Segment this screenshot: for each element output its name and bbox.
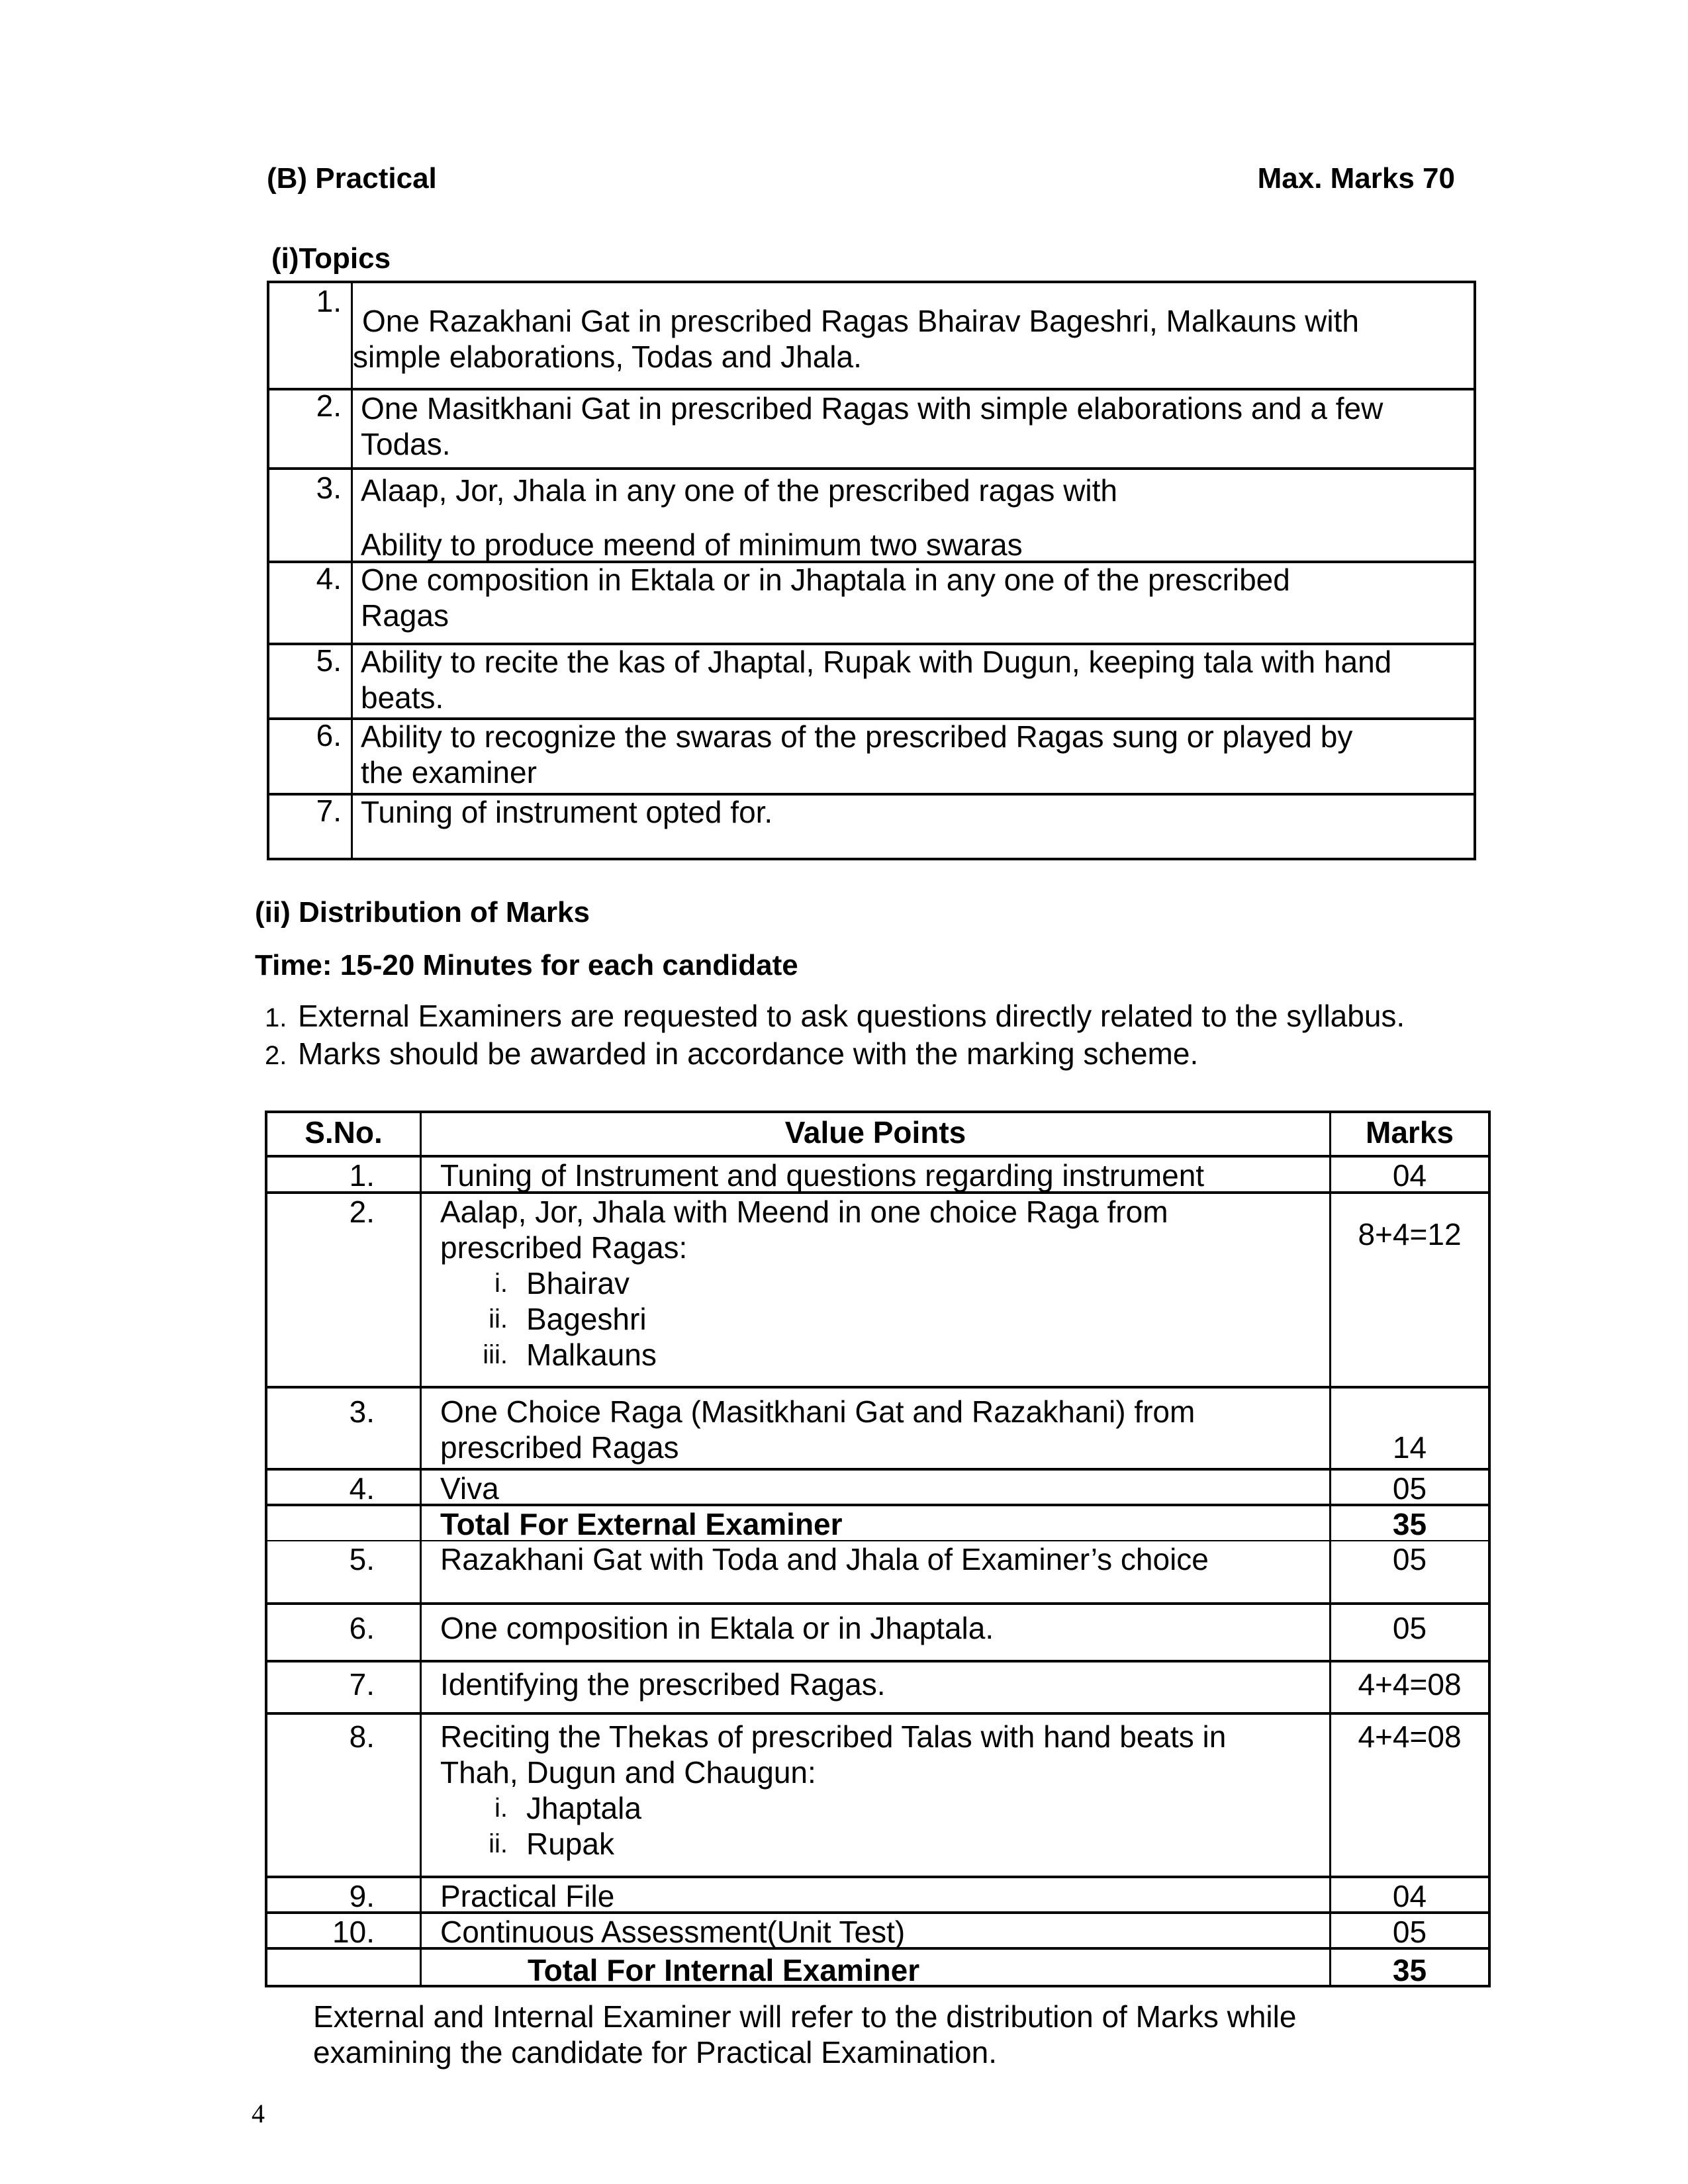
- row-marks: 35: [1392, 1507, 1427, 1541]
- row-marks: 8+4=12: [1358, 1217, 1462, 1251]
- sub-item-numeral: i.: [494, 1794, 508, 1823]
- table-row: [267, 1878, 1488, 1914]
- row-sno: 8.: [267, 1715, 422, 1876]
- instruction-item: [265, 998, 1405, 1036]
- row-value-point: [422, 1715, 1331, 1876]
- row-sno: 5.: [267, 1541, 422, 1602]
- row-sno: 10.: [267, 1914, 422, 1947]
- table-row: [267, 1388, 1488, 1471]
- marks-table: [265, 1111, 1491, 1987]
- topic-number: 2.: [269, 388, 353, 467]
- footer-note-line: External and Internal Examiner will refer to the distribution of Marks while: [313, 1999, 1297, 2034]
- value-line: One Choice Raga (Masitkhani Gat and Razakhani) from: [440, 1394, 1196, 1429]
- row-sno: [267, 1506, 422, 1540]
- topic-line: Ragas: [361, 598, 449, 633]
- row-sno: 4.: [267, 1471, 422, 1504]
- topic-line: Alaap, Jor, Jhala in any one of the prescribed ragas with: [361, 473, 1118, 508]
- table-row: [267, 1715, 1488, 1878]
- topic-row: [269, 470, 1474, 563]
- value-line: Reciting the Thekas of prescribed Talas with hand beats in: [440, 1719, 1227, 1754]
- row-marks: 05: [1392, 1611, 1427, 1645]
- topic-line: One composition in Ektala or in Jhaptala in any one of the prescribed: [361, 563, 1290, 597]
- sub-item-text: Malkauns: [526, 1338, 657, 1372]
- row-marks: 04: [1392, 1158, 1427, 1193]
- value-line: prescribed Ragas:: [440, 1230, 688, 1265]
- topic-line: Todas.: [361, 427, 451, 461]
- topic-line: Ability to recite the kas of Jhaptal, Rupak with Dugun, keeping tala with hand: [361, 645, 1392, 679]
- table-row: [267, 1194, 1488, 1388]
- total-external-row: [267, 1506, 1488, 1541]
- row-value-point: [422, 1541, 1331, 1602]
- total-internal-row: [267, 1950, 1488, 1987]
- topic-number: 5.: [269, 643, 353, 717]
- topic-text: [361, 719, 1460, 790]
- sub-item: [440, 1337, 1329, 1373]
- instruction-number: 1.: [265, 1003, 287, 1032]
- topic-row: [269, 388, 1474, 470]
- row-marks: 05: [1392, 1542, 1427, 1576]
- topic-number: 3.: [269, 470, 353, 561]
- topic-text: [353, 303, 1460, 375]
- value-line: Aalap, Jor, Jhala with Meend in one choice Raga from: [440, 1195, 1168, 1229]
- row-sno: [267, 1950, 422, 1987]
- value-line: Total For External Examiner: [440, 1507, 843, 1541]
- sub-item: [440, 1826, 1329, 1862]
- topic-number: 6.: [269, 717, 353, 793]
- instruction-item: [265, 1036, 1405, 1073]
- table-row: [267, 1914, 1488, 1950]
- row-marks: 05: [1392, 1471, 1427, 1506]
- row-value-point: [422, 1878, 1331, 1911]
- row-value-point: [422, 1194, 1331, 1386]
- max-marks: Max. Marks 70: [1257, 162, 1455, 195]
- row-sno: 3.: [267, 1388, 422, 1468]
- row-value-point: [422, 1662, 1331, 1712]
- table-row: [267, 1541, 1488, 1605]
- topic-number: 7.: [269, 793, 353, 860]
- row-marks: 4+4=08: [1358, 1719, 1462, 1754]
- topic-line: Ability to produce meend of minimum two swaras: [361, 527, 1023, 562]
- row-value-point: [422, 1950, 1331, 1987]
- row-marks: 4+4=08: [1358, 1667, 1462, 1702]
- row-marks: 14: [1392, 1430, 1427, 1465]
- instruction-list: [265, 998, 1405, 1073]
- sub-item-numeral: ii.: [489, 1829, 508, 1858]
- sub-item: [440, 1790, 1329, 1826]
- value-line: Continuous Assessment(Unit Test): [440, 1915, 906, 1949]
- topic-line: simple elaborations, Todas and Jhala.: [353, 340, 862, 374]
- row-value-point: [422, 1158, 1331, 1191]
- topic-line: One Razakhani Gat in prescribed Ragas Bhairav Bageshri, Malkauns with: [362, 304, 1359, 338]
- table-header-row: [267, 1113, 1488, 1158]
- instruction-text: Marks should be awarded in accordance with the marking scheme.: [298, 1036, 1199, 1071]
- topic-row: [269, 717, 1474, 796]
- row-value-point: [422, 1471, 1331, 1504]
- row-value-point: [422, 1388, 1331, 1468]
- topic-text: [361, 644, 1460, 715]
- distribution-heading: (ii) Distribution of Marks: [255, 896, 590, 929]
- sub-item-text: Rupak: [526, 1827, 614, 1861]
- sub-item-numeral: iii.: [483, 1340, 508, 1369]
- topic-text: [361, 794, 1460, 830]
- topic-line: Tuning of instrument opted for.: [361, 795, 773, 829]
- topic-line: One Masitkhani Gat in prescribed Ragas with simple elaborations and a few: [361, 391, 1383, 426]
- topic-text: [361, 473, 1460, 563]
- topics-heading: (i)Topics: [271, 242, 391, 275]
- table-row: [267, 1605, 1488, 1662]
- topics-table: [267, 281, 1476, 860]
- value-line: Practical File: [440, 1879, 615, 1913]
- topic-number: 4.: [269, 561, 353, 643]
- header-value-points: Value Points: [422, 1113, 1331, 1155]
- row-sno: 6.: [267, 1605, 422, 1660]
- row-value-point: [422, 1914, 1331, 1947]
- time-info: Time: 15-20 Minutes for each candidate: [255, 949, 798, 981]
- row-value-point: [422, 1506, 1331, 1540]
- row-sno: 9.: [267, 1878, 422, 1911]
- value-line: Razakhani Gat with Toda and Jhala of Examiner’s choice: [440, 1542, 1209, 1576]
- table-row: [267, 1471, 1488, 1506]
- header-sno: S.No.: [267, 1113, 422, 1155]
- topic-line: Ability to recognize the swaras of the prescribed Ragas sung or played by: [361, 719, 1353, 754]
- topic-number: 1.: [269, 283, 353, 388]
- topic-text: [361, 562, 1460, 633]
- topic-row: [269, 283, 1474, 390]
- value-line: Viva: [440, 1471, 499, 1506]
- value-line: Total For Internal Examiner: [528, 1953, 920, 1987]
- footer-note-line: examining the candidate for Practical Examination.: [313, 2035, 998, 2070]
- instruction-number: 2.: [265, 1041, 287, 1070]
- topic-line: the examiner: [361, 755, 537, 790]
- header-marks: Marks: [1366, 1115, 1454, 1150]
- value-line: Thah, Dugun and Chaugun:: [440, 1755, 816, 1790]
- value-line: One composition in Ektala or in Jhaptala.: [440, 1611, 994, 1645]
- row-sno: 7.: [267, 1662, 422, 1712]
- sub-item-text: Bageshri: [526, 1302, 647, 1336]
- topic-line: beats.: [361, 680, 444, 715]
- instruction-text: External Examiners are requested to ask questions directly related to the syllabus.: [298, 999, 1405, 1033]
- row-marks: 04: [1392, 1879, 1427, 1913]
- value-line: Identifying the prescribed Ragas.: [440, 1667, 886, 1702]
- topic-row: [269, 643, 1474, 720]
- topic-text: [361, 390, 1460, 462]
- sub-item-text: Bhairav: [526, 1266, 630, 1300]
- footer-note: [313, 1999, 1296, 2070]
- row-sno: 2.: [267, 1194, 422, 1386]
- row-marks: 05: [1392, 1915, 1427, 1949]
- topic-row: [269, 793, 1474, 860]
- topic-row: [269, 561, 1474, 645]
- page-number: 4: [252, 2099, 265, 2128]
- row-marks: 35: [1392, 1953, 1427, 1987]
- value-line: prescribed Ragas: [440, 1430, 679, 1465]
- sub-item: [440, 1301, 1329, 1337]
- table-row: [267, 1158, 1488, 1194]
- section-title: (B) Practical: [267, 162, 437, 195]
- sub-item-text: Jhaptala: [526, 1791, 641, 1825]
- row-sno: 1.: [267, 1158, 422, 1191]
- table-row: [267, 1662, 1488, 1715]
- row-value-point: [422, 1605, 1331, 1660]
- sub-item-numeral: i.: [494, 1269, 508, 1298]
- sub-item: [440, 1265, 1329, 1301]
- value-line: Tuning of Instrument and questions regarding instrument: [440, 1158, 1205, 1193]
- sub-item-numeral: ii.: [489, 1304, 508, 1334]
